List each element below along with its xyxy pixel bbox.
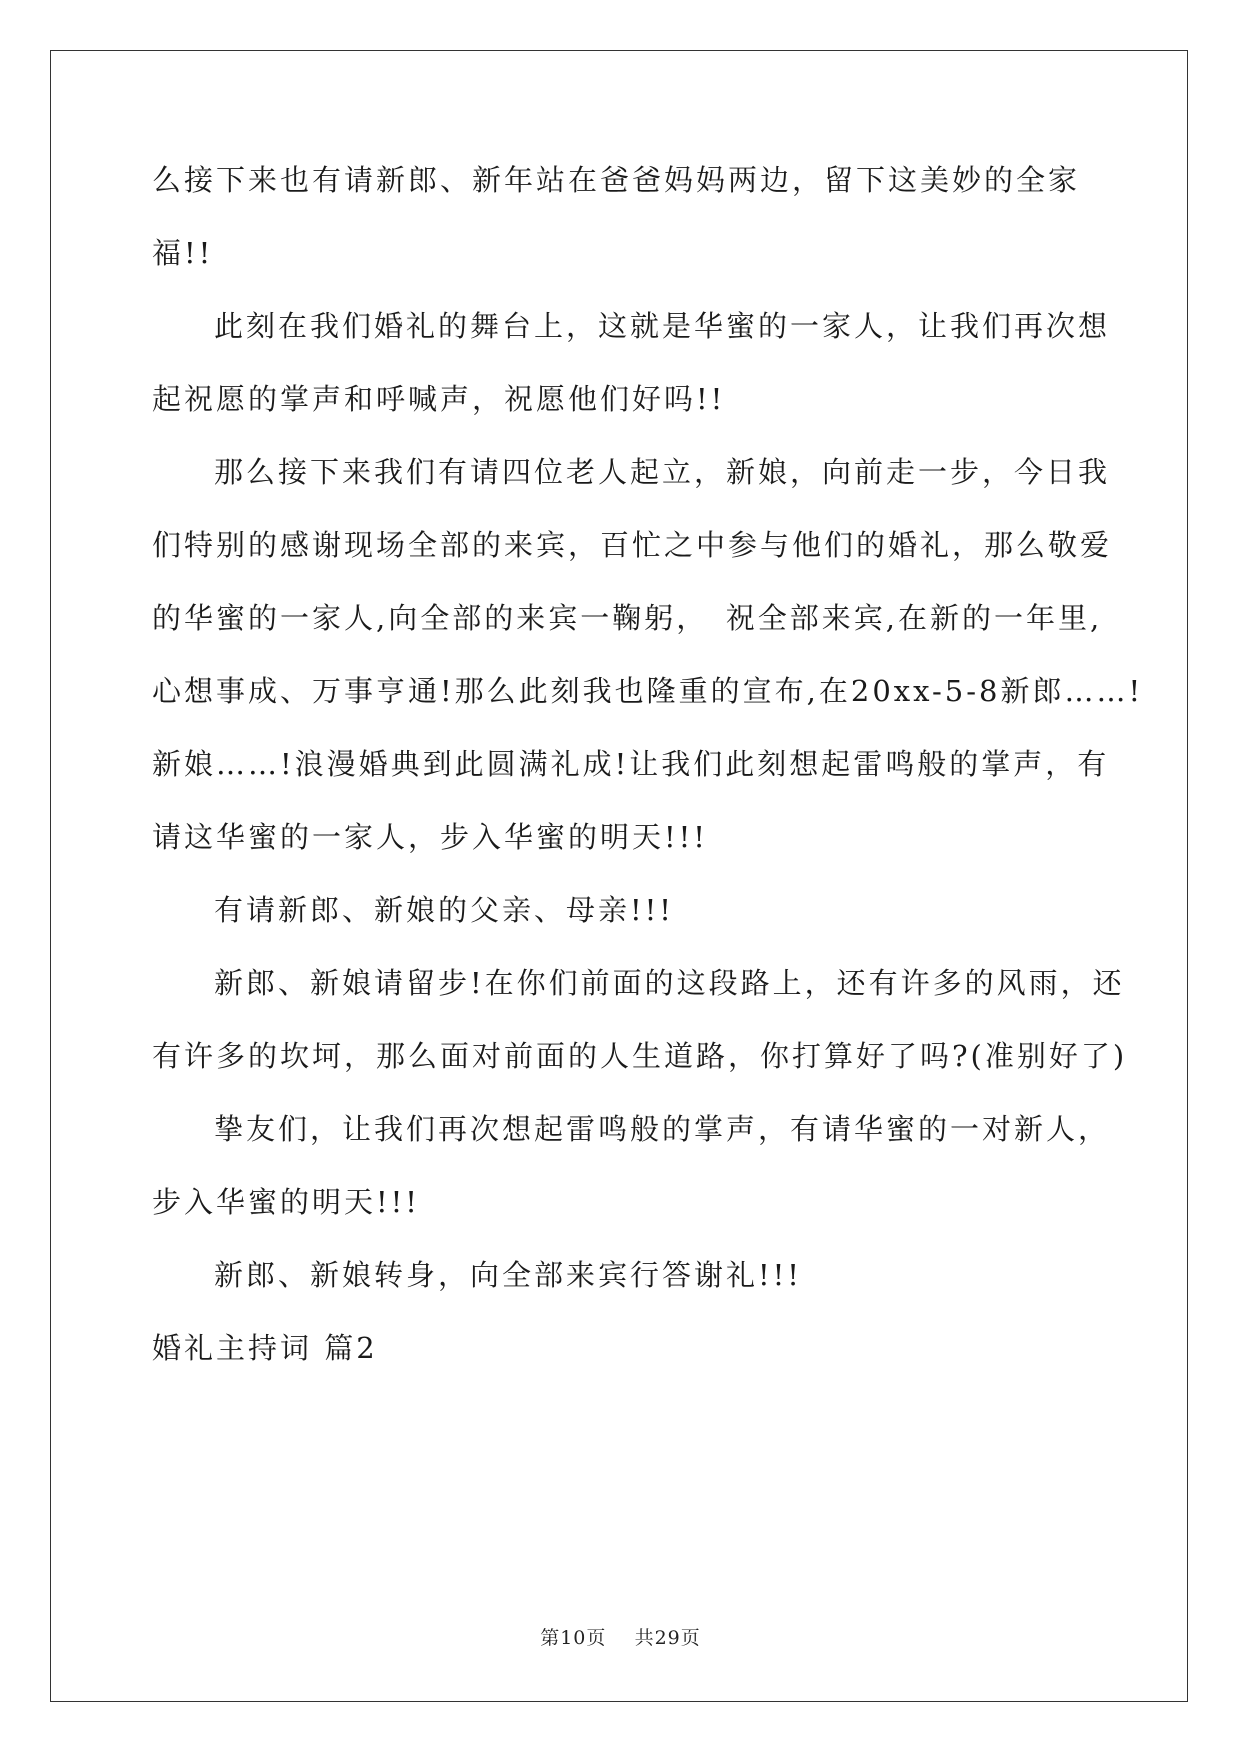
text-line-9: 新娘……!浪漫婚典到此圆满礼成!让我们此刻想起雷鸣般的掌声，有 bbox=[152, 747, 1110, 781]
text-line-14: 挚友们，让我们再次想起雷鸣般的掌声，有请华蜜的一对新人， bbox=[214, 1112, 1111, 1146]
text-line-5: 那么接下来我们有请四位老人起立，新娘，向前走一步，今日我 bbox=[214, 455, 1111, 489]
text-line-4: 起祝愿的掌声和呼喊声，祝愿他们好吗!! bbox=[152, 382, 726, 416]
text-line-13: 有许多的坎坷，那么面对前面的人生道路，你打算好了吗?(准别好了) bbox=[152, 1039, 1128, 1073]
text-line-15: 步入华蜜的明天!!! bbox=[152, 1185, 420, 1219]
text-line-2: 福!! bbox=[152, 236, 214, 270]
page-number: 第10页 bbox=[540, 1627, 607, 1649]
page-total: 共29页 bbox=[634, 1627, 701, 1649]
page-footer bbox=[0, 1623, 1241, 1650]
text-line-8: 心想事成、万事亨通!那么此刻我也隆重的宣布,在20xx-5-8新郎……! bbox=[152, 674, 1144, 708]
text-line-7: 的华蜜的一家人,向全部的来宾一鞠躬， 祝全部来宾,在新的一年里, bbox=[152, 601, 1103, 635]
text-line-3: 此刻在我们婚礼的舞台上，这就是华蜜的一家人，让我们再次想 bbox=[214, 309, 1111, 343]
page-border bbox=[50, 50, 1188, 1702]
text-line-10: 请这华蜜的一家人，步入华蜜的明天!!! bbox=[152, 820, 708, 854]
text-line-16: 新郎、新娘转身，向全部来宾行答谢礼!!! bbox=[214, 1258, 802, 1292]
text-line-12: 新郎、新娘请留步!在你们前面的这段路上，还有许多的风雨，还 bbox=[214, 966, 1125, 1000]
text-line-1: 么接下来也有请新郎、新年站在爸爸妈妈两边，留下这美妙的全家 bbox=[152, 163, 1081, 197]
text-line-11: 有请新郎、新娘的父亲、母亲!!! bbox=[214, 893, 674, 927]
text-line-6: 们特别的感谢现场全部的来宾，百忙之中参与他们的婚礼，那么敬爱 bbox=[152, 528, 1113, 562]
section-heading: 婚礼主持词 篇2 bbox=[152, 1331, 378, 1365]
